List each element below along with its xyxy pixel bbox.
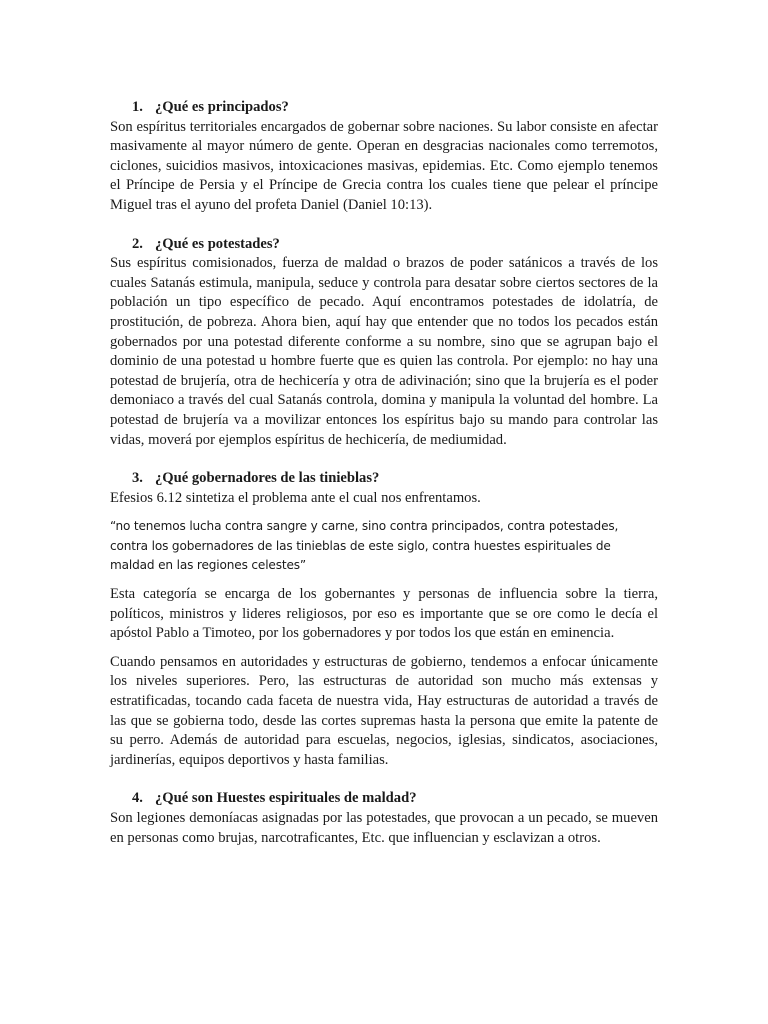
intro-paragraph: Efesios 6.12 sintetiza el problema ante el cual nos enfrentamos. [110,489,481,506]
quote-line: “no tenemos lucha contra sangre y carne, sino contra principados, contra potestades, [110,519,619,534]
section-3 [110,469,658,770]
paragraph: Esta categoría se encarga de los gobernantes y personas de influencia sobre la tierra, políticos, ministros y lideres religiosos, por eso es importante que se ore como le decía el apóstol Pablo a Timoteo, por los gobernadores y por todos los que están en eminencia. [110,586,658,642]
section-heading [110,469,658,489]
section-title: ¿Qué es principados? [155,99,289,115]
document-page [110,98,658,848]
paragraph: Son espíritus territoriales encargados de gobernar sobre naciones. Su labor consiste en afectar masivamente al mayor número de gente. Operan en desgracias nacionales como terremotos, ciclones, suicidios masivos, intoxicaciones masivas, epidemias. Etc. Como ejemplo tenemos el Príncipe de Persia y el Príncipe de Grecia contra los cuales tiene que pelear el príncipe Miguel tras el ayuno del profeta Daniel (Daniel 10:13). [110,118,658,213]
section-1 [110,98,658,216]
section-heading [110,789,658,809]
section-heading [110,98,658,118]
section-title: ¿Qué es potestades? [155,235,280,252]
section-title: ¿Qué gobernadores de las tinieblas? [155,470,380,487]
section-4 [110,789,658,848]
section-number: 3. [132,470,143,487]
section-number: 4. [132,790,143,807]
paragraph: Sus espíritus comisionados, fuerza de maldad o brazos de poder satánicos a través de los cuales Satanás estimula, manipula, seduce y controla para desatar sobre ciertos sectores de la población un tipo específico de pecado. Aquí encontramos potestades de idolatría, de prostitución, de pobreza. Ahora bien, aquí hay que entender que no todos los pecados están gobernados por una potestad diferente conforme a su nombre, sino que se agrupan bajo el dominio de una potestad u hombre fuerte que es quien las controla. Por ejemplo: no hay una potestad de brujería, otra de hechicería y otra de adivinación; sino que la brujería es el poder demoniaco a través del cual Satanás controla, domina y manipula la voluntad del hombre. La potestad de brujería va a movilizar entonces los espíritus bajo su mando para controlar las vidas, moverá por ejemplos espíritus de hechicería, de mediumidad. [110,255,658,448]
section-heading [110,235,658,255]
paragraph: Cuando pensamos en autoridades y estructuras de gobierno, tendemos a enfocar únicamente los niveles superiores. Pero, las estructuras de autoridad son mucho más extensas y estratificadas, tocando cada faceta de nuestra vida, Hay estructuras de autoridad a través de las que se gobierna todo, desde las cortes supremas hasta la persona que emite la patente de su perro. Además de autoridad para escuelas, negocios, iglesias, sindicatos, asociaciones, jardinerías, equipos deportivos y hasta familias. [110,653,658,768]
paragraph: Son legiones demoníacas asignadas por las potestades, que provocan a un pecado, se mueven en personas como brujas, narcotraficantes, Etc. que influencian y esclavizan a otros. [110,810,658,846]
section-title: ¿Qué son Huestes espirituales de maldad? [155,790,417,807]
quote-line: contra los gobernadores de las tinieblas de este siglo, contra huestes espirituales de [110,538,611,553]
section-number: 2. [132,235,143,252]
section-number: 1. [132,99,143,115]
section-2 [110,235,658,451]
bible-quote [110,517,658,576]
quote-line: maldad en las regiones celestes” [110,558,306,573]
